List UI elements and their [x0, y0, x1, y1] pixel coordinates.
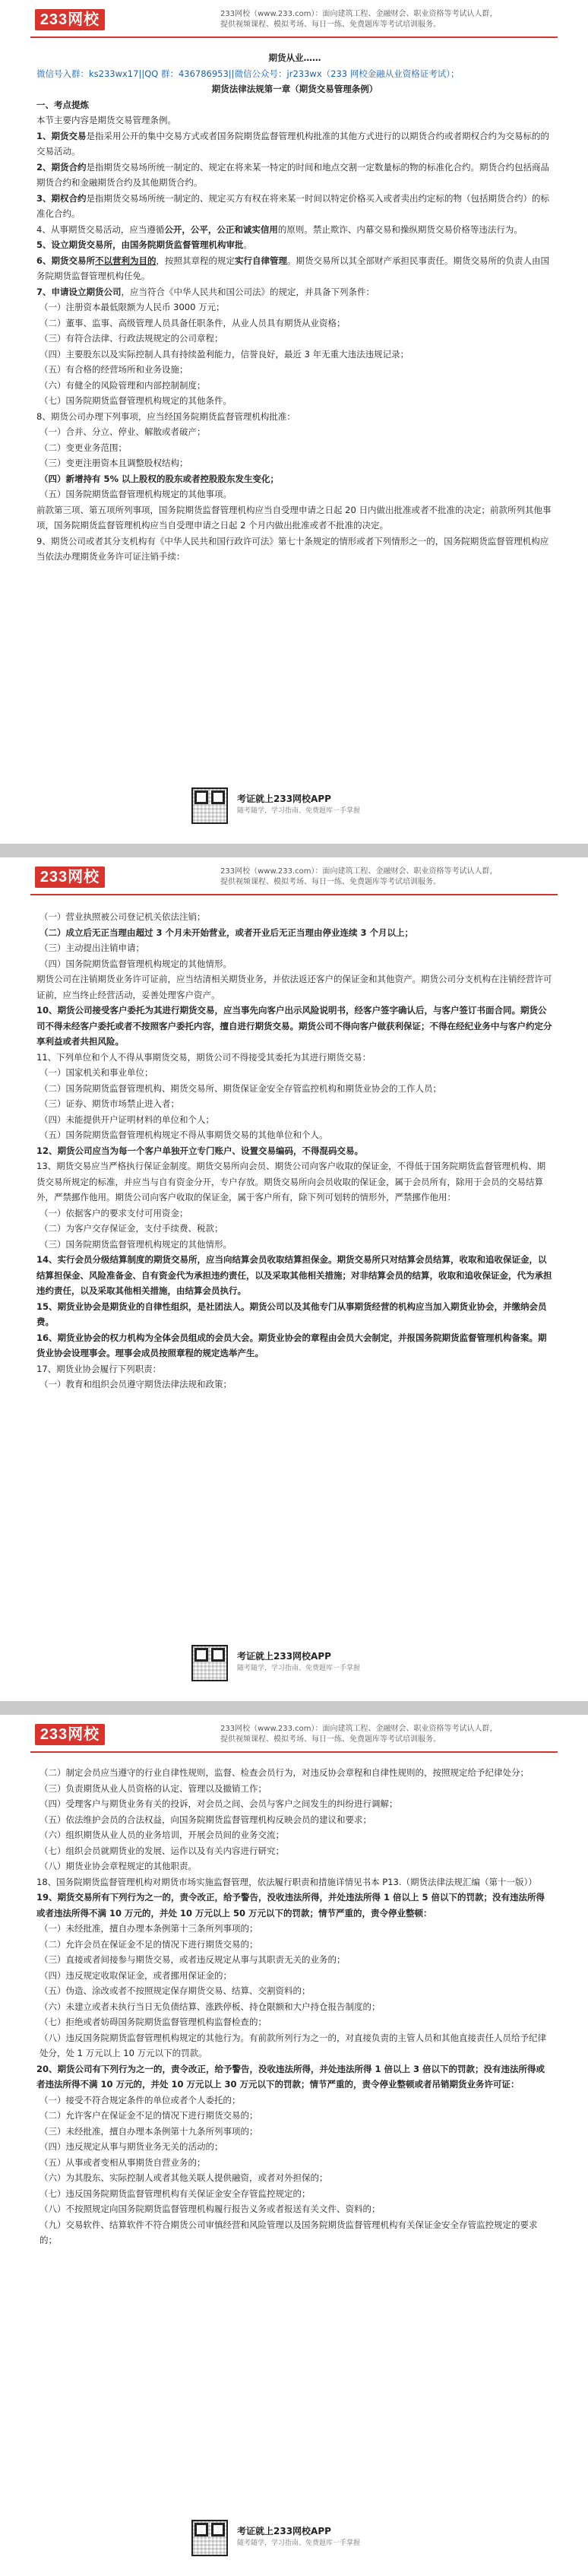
list-item: （五）从事或者变相从事期货自营业务的；: [40, 2156, 206, 2168]
list-item: （五）国务院期货监督管理机构规定的其他事项。: [40, 489, 232, 499]
paragraph-9: 9、期货公司或者其分支机构有《中华人民共和国行政许可法》第七十条规定的情形或者下列情形之一的，国务院期货监督管理机构应当依法办理期货业务许可证注销手续：: [36, 535, 549, 562]
list-item: （五）伪造、涂改或者不按照规定保存期货交易、结算、交割资料的；: [40, 1985, 311, 1996]
paragraph-1: 1、期货交易是指采用公开的集中交易方式或者国务院期货监督管理机构批准的其他方式进行的以期货合约或者期权合约为交易标的的交易活动。: [36, 130, 550, 157]
list-item: （一）合并、分立、停业、解散或者破产；: [40, 426, 206, 437]
page-footer: [0, 783, 588, 829]
paragraph-6: 6、期货交易所不以营利为目的，按照其章程的规定实行自律管理。期货交易所以其全部财产承担民事责任。期货交易所的负责人由国务院期货监督管理机构任免。: [36, 255, 550, 281]
list-item: （四）主要股东以及实际控制人具有持续盈利能力，信誉良好，最近 3 年无重大违法违规记录；: [40, 348, 409, 360]
list-item: （九）交易软件、结算软件不符合期货公司审慎经营和风险管理以及国务院期货监督管理机构有关保证金安全存管监控规定的要求的；: [40, 2219, 538, 2245]
footer-subtitle: 随考随学，学习指南、免费题库一手掌握: [237, 2540, 361, 2547]
qr-code-icon[interactable]: [191, 2520, 228, 2556]
list-item: （一）未经批准，擅自办理本条例第十三条所列事项的；: [40, 1923, 258, 1934]
list-item: （七）违反国务院期货监督管理机构有关保证金安全存管监控规定的；: [40, 2188, 311, 2199]
header-description: 233网校（www.233.com）：面向建筑工程、金融财会、职业资格等考试认人群， 提供视频课程、模拟考场、每日一练、免费题库等考试培训服务。: [220, 10, 498, 29]
document-page-3: [0, 1715, 588, 2576]
paragraph-7: 7、申请设立期货公司，应当符合《中华人民共和国公司法》的规定，并具备下列条件：: [36, 286, 375, 297]
footer-subtitle: 随考随学，学习指南、免费题库一手掌握: [237, 1665, 361, 1672]
header-description: 233网校（www.233.com）：面向建筑工程、金融财会、职业资格等考试认人群， 提供视频课程、模拟考场、每日一练、免费题库等考试培训服务。: [220, 1725, 498, 1744]
paragraph-5: 5、设立期货交易所，由国务院期货监督管理机构审批。: [36, 239, 253, 250]
list-item: （二）国务院期货监督管理机构、期货交易所、期货保证金安全存管监控机构和期货业协会的工作人员；: [40, 1082, 441, 1094]
footer-title: 考证就上233网校APP: [237, 1651, 331, 1662]
list-item: （八）期货业协会章程规定的其他职责。: [40, 1861, 197, 1871]
footer-title: 考证就上233网校APP: [237, 2526, 331, 2536]
document-page-2: [0, 857, 588, 1701]
paragraph-16: 16、期货业协会的权力机构为全体会员组成的会员大会。期货业协会的章程由会员大会制定，并报国务院期货监督管理机构备案。期货业协会设理事会。理事会成员按照章程的规定选举产生。: [36, 1332, 547, 1358]
list-item: （三）变更注册资本且调整股权结构；: [40, 458, 188, 468]
contact-line: 微信号入群：ks233wx17||QQ 群：436786953||微信公众号：jr233wx（233 网校金融从业资格证考试）；: [36, 68, 460, 79]
list-item: （一）教育和组织会员遵守期货法律法规和政策；: [40, 1379, 232, 1389]
brand-logo: 233网校: [35, 867, 105, 888]
list-item: （三）主动提出注销申请；: [40, 943, 144, 953]
brand-logo: 233网校: [35, 1724, 105, 1745]
list-item: （二）董事、监事、高级管理人员具备任职条件，从业人员具有期货从业资格；: [40, 317, 346, 328]
list-item: （七）国务院期货监督管理机构规定的其他条件。: [40, 395, 232, 406]
list-item: （三）证券、期货市场禁止进入者；: [40, 1098, 179, 1109]
paragraph-13: 13、期货交易应当严格执行保证金制度。期货交易所向会员、期货公司向客户收取的保证金，不得低于国务院期货监督管理机构、期货交易所规定的标准，并应当与自有资金分开，专户存放。期货交易所向会员收取的保证金，属于会员所有，除用于会员的交易结算外，严禁挪作他用。期货公司向客户收取的保证金，属于客户所有，除下列可划转的情形外，严禁挪作他用：: [36, 1161, 546, 1202]
page-content: [36, 1765, 553, 2248]
list-item: （三）未经批准，擅自办理本条例第十九条所列事项的；: [40, 2125, 258, 2137]
list-item: （三）国务院期货监督管理机构规定的其他情形。: [40, 1238, 232, 1250]
list-item: （六）有健全的风险管理和内部控制制度；: [40, 379, 206, 391]
list-item: （六）组织期货从业人员的业务培训，开展会员间的业务交流；: [40, 1830, 284, 1840]
page-footer: [0, 1640, 588, 1686]
list-item: （二）允许客户在保证金不足的情况下进行期货交易的；: [40, 2110, 258, 2121]
list-item: （二）制定会员应当遵守的行业自律性规则，监督、检查会员行为，对违反协会章程和自律性规则的，按照规定给予纪律处分；: [40, 1767, 529, 1778]
list-item: （四）受理客户与期货业务有关的投诉，对会员之间、会员与客户之间发生的纠纷进行调解；: [40, 1798, 398, 1809]
paragraph-2: 2、期货合约是指期货交易场所统一制定的、规定在将来某一特定的时间和地点交割一定数量标的物的标准化合约。期货合约包括商品期货合约和金融期货合约及其他期货合约。: [36, 161, 550, 188]
list-item: （四）未能提供开户证明材料的单位和个人；: [40, 1114, 214, 1125]
list-item: （二）变更业务范围；: [40, 442, 127, 453]
list-item: （四）违反规定从事与期货业务无关的活动的；: [40, 2141, 223, 2152]
paragraph-8: 8、期货公司办理下列事项，应当经国务院期货监督管理机构批准：: [36, 410, 296, 422]
list-item: （六）未建立或者未执行当日无负债结算、涨跌停板、持仓限额和大户持仓报告制度的；: [40, 2001, 381, 2012]
list-item: （五）国务院期货监督管理机构规定不得从事期货交易的其他单位和个人。: [40, 1130, 328, 1140]
list-item: （二）为客户交存保证金，支付手续费、税款；: [40, 1223, 223, 1234]
list-item: （七）拒绝或者妨碍国务院期货监督管理机构监督检查的；: [40, 2017, 267, 2027]
paragraph-14: 14、实行会员分级结算制度的期货交易所，应当向结算会员收取结算担保金。期货交易所只对结算会员结算，收取和追收保证金，以结算担保金、风险准备金、自有资金代为承担违约责任，以及采取其他相关措施；对非结算会员的结算，收取和追收保证金，代为承担违约责任，以及采取其他相关措施，由结算会员执行。: [36, 1254, 552, 1296]
list-item: （五）依法维护会员的合法权益，向国务院期货监督管理机构反映会员的建议和要求；: [40, 1814, 371, 1825]
qr-code-icon[interactable]: [191, 1645, 228, 1681]
list-item: （四）违反规定收取保证金，或者挪用保证金的；: [40, 1969, 232, 1981]
footer-subtitle: 随考随学，学习指南、免费题库一手掌握: [237, 807, 361, 815]
header-divider: [30, 894, 558, 895]
paragraph-4: 4、从事期货交易活动，应当遵循公开，公平，公正和诚实信用的原则。禁止欺诈、内幕交易和操纵期货交易价格等违法行为。: [36, 223, 523, 235]
page-header: [0, 1715, 588, 1759]
list-item: （四）国务院期货监督管理机构规定的其他情形。: [40, 958, 232, 969]
list-item: （一）营业执照被公司登记机关依法注销；: [40, 911, 206, 922]
brand-logo: 233网校: [35, 9, 105, 30]
list-item: （八）不按照规定向国务院期货监督管理机构履行报告义务或者报送有关文件、资料的；: [40, 2204, 381, 2214]
top-title: 期货从业……: [268, 52, 321, 63]
header-divider: [30, 1751, 558, 1753]
paragraph-17: 17、期货业协会履行下列职责：: [36, 1363, 162, 1374]
paragraph: 期货公司在注销期货业务许可证前，应当结清相关期货业务，并依法返还客户的保证金和其他资产。期货公司分支机构在注销经营许可证前，应当终止经营活动，妥善处理客户资产。: [36, 974, 552, 1000]
list-item: （一）国家机关和事业单位；: [40, 1067, 153, 1078]
list-item: （三）直接或者间接参与期货交易，或者违反规定从事与其职责无关的业务的；: [40, 1954, 346, 1965]
list-item: （三）有符合法律、行政法规规定的公司章程；: [40, 333, 223, 344]
page-header: [0, 857, 588, 901]
paragraph-20: 20、期货公司有下列行为之一的，责令改正，给予警告，没收违法所得，并处违法所得 1 倍以上 3 倍以下的罚款；没有违法所得或者违法所得不满 10 万元的，并处 10 万元以上 30 万元以下的罚款；情节严重的，责令停业整顿或者吊销期货业务许可证：: [36, 2063, 545, 2090]
section-heading: 一、考点提炼: [36, 99, 89, 110]
header-description: 233网校（www.233.com）：面向建筑工程、金融财会、职业资格等考试认人群， 提供视频课程、模拟考场、每日一练、免费题库等考试培训服务。: [220, 867, 498, 886]
list-item: （二）成立后无正当理由超过 3 个月未开始营业，或者开业后无正当理由停业连续 3 个月以上；: [40, 927, 414, 938]
header-divider: [30, 36, 558, 38]
page-header: [0, 0, 588, 44]
paragraph-8-note: 前款第三项、第五项所列事项，国务院期货监督管理机构应当自受理申请之日起 20 日内做出批准或者不批准的决定；前款所列其他事项，国务院期货监督管理机构应当自受理申请之日起 2 个月内做出批准或者不批准的决定。: [36, 504, 552, 531]
list-item: （一）接受不符合规定条件的单位或者个人委托的；: [40, 2094, 241, 2105]
list-item: （七）组织会员就期货业的发展、运作以及有关内容进行研究；: [40, 1845, 284, 1856]
paragraph-19: 19、期货交易所有下列行为之一的，责令改正，给予警告，没收违法所得，并处违法所得 1 倍以上 5 倍以下的罚款；没有违法所得或者违法所得不满 10 万元的，并处 10 万元以上 50 万元以下的罚款；情节严重的，责令停业整顿：: [36, 1892, 545, 1919]
paragraph-11: 11、下列单位和个人不得从事期货交易，期货公司不得接受其委托为其进行期货交易：: [36, 1051, 371, 1063]
document-page-1: [0, 0, 588, 844]
page-footer: [0, 2515, 588, 2561]
list-item: （四）新增持有 5% 以上股权的股东或者控股股东发生变化；: [40, 473, 280, 484]
paragraph-12: 12、期货公司应当为每一个客户单独开立专门账户、设置交易编码，不得混码交易。: [36, 1145, 363, 1156]
paragraph-3: 3、期权合约是指期货交易场所统一制定的、规定买方有权在将来某一时间以特定价格买入或者卖出约定标的物（包括期货合约）的标准化合约。: [36, 192, 550, 219]
list-item: （六）为其股东、实际控制人或者其他关联人提供融资，或者对外担保的；: [40, 2172, 328, 2183]
list-item: （五）有合格的经营场所和业务设施；: [40, 364, 188, 375]
page-content: [36, 50, 553, 565]
qr-code-icon[interactable]: [191, 787, 228, 824]
chapter-title: 期货法律法规第一章（期货交易管理条例）: [211, 84, 378, 94]
list-item: （一）注册资本最低限额为人民币 3000 万元；: [40, 302, 225, 312]
list-item: （二）允许会员在保证金不足的情况下进行期货交易的；: [40, 1938, 258, 1950]
page-content: [36, 909, 553, 1393]
list-item: （八）违反国务院期货监督管理机构规定的其他行为。有前款所列行为之一的，对直接负责的主管人员和其他直接责任人员给予纪律处分，处 1 万元以上 10 万元以下的罚款。: [40, 2032, 546, 2058]
paragraph-15: 15、期货业协会是期货业的自律性组织，是社团法人。期货公司以及其他专门从事期货经营的机构应当加入期货业协会，并缴纳会员费。: [36, 1301, 547, 1327]
list-item: （一）依据客户的要求支付可用资金；: [40, 1207, 188, 1218]
footer-title: 考证就上233网校APP: [237, 794, 331, 804]
list-item: （三）负责期货从业人员资格的认定、管理以及撤销工作；: [40, 1782, 267, 1794]
intro-text: 本节主要内容是期货交易管理条例。: [36, 115, 176, 125]
paragraph-10: 10、期货公司接受客户委托为其进行期货交易，应当事先向客户出示风险说明书，经客户签字确认后，与客户签订书面合同。期货公司不得未经客户委托或者不按照客户委托内容，擅自进行期货交易。期货公司不得向客户做获利保证；不得在经纪业务中与客户约定分享利益或者共担风险。: [36, 1005, 552, 1047]
paragraph-18: 18、国务院期货监督管理机构对期货市场实施监督管理，依法履行职责和措施详情见书本 P13.（期货法律法规汇编（第十一版））: [36, 1876, 537, 1887]
